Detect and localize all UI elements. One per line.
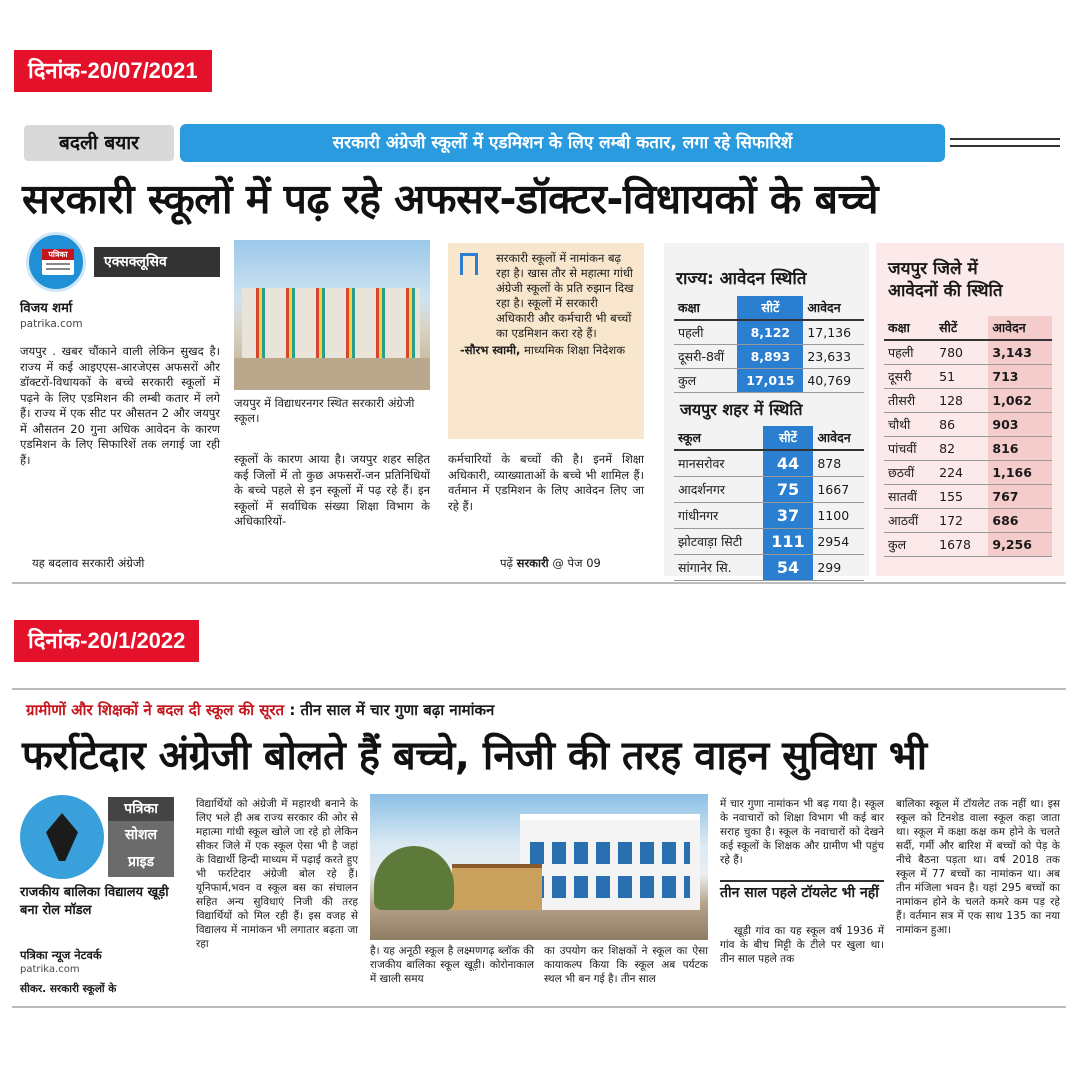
table-row [674,450,864,477]
table-cell: 128 [935,389,988,413]
district-title-line1: जयपुर जिले में [888,259,978,279]
school-photo-khudi [370,794,708,940]
source-site-2022: patrika.com [20,964,80,975]
table-cell: चौथी [884,413,935,437]
newspaper-icon [42,249,74,275]
state-table-title: राज्य: आवेदन स्थिति [676,269,807,289]
table-cell: 8,122 [737,320,803,345]
old-building [452,864,542,910]
table-cell: 155 [935,485,988,509]
kicker-2022 [26,700,494,720]
kicker-black: : तीन साल में चार गुणा बढ़ा नामांकन [289,701,495,719]
city-table-title: जयपुर शहर में स्थिति [680,400,803,419]
box-line2: सोशल [124,827,158,843]
school-building [242,288,420,358]
table-cell: सांगानेर सि. [674,555,763,581]
table-cell: 51 [935,365,988,389]
table-row [884,437,1052,461]
table-cell: 54 [763,555,814,581]
table-cell: 1678 [935,533,988,557]
table-row [884,461,1052,485]
logo-text: पत्रिका [42,249,74,260]
ground [234,358,430,390]
article2-col-4b: खूड़ी गांव का यह स्कूल वर्ष 1936 में गांव के बीच मिट्टी के टीले पर खुला था। तीन साल पहले तक [720,925,884,965]
table-cell: 903 [988,413,1052,437]
table-cell: 111 [763,529,814,555]
article-col-3: कर्मचारियों के बच्चों की है। इनमें शिक्षा अधिकारी, व्याख्याताओं के बच्चे भी शामिल हैं। वर्तमान में एडमिशन के लिए आवेदन लिए जा रहे हैं। [448,452,644,513]
table-cell: गांधीनगर [674,503,763,529]
article2-col-4: में चार गुणा नामांकन भी बढ़ गया है। स्कूल के नवाचारों को शिक्षा विभाग भी कई बार सराह चुका है। स्कूल के नवाचारों को देखने कई स्कूलों के शिक्षक और ग्रामीण भी पहुंच रहे हैं। [720,798,884,866]
table-cell: 767 [988,485,1052,509]
table-header-cell: कक्षा [884,316,935,340]
table-header-row [674,296,864,320]
pen-nib-icon [46,813,78,861]
article2-col-2: विद्यार्थियों को अंग्रेजी में महारथी बनाने के लिए भले ही अब राज्य सरकार की ओर से महात्मा गांधी स्कूल खोले जा रहे हो लेकिन सीकर जिले में एक स्कूल ऐसा भी है जहां के विद्यार्थी हिन्दी माध्यम में पढ़ाई करते हुए भी फर्राटेदार अंग्रेजी बोल रहे हैं। यूनिफार्म,भवन व स्कूल बस का संचालन सहित अन्य सुविधाएं निजी की तरह विद्यार्थियों को मिल रही हैं। इस वजह से विद्यालय में नामांकन भी लगातार बढ़ता जा रहा [196,798,358,950]
district-table-title [888,258,1003,302]
article2-col-3a: है। यह अनूठी स्कूल है लक्ष्मणगढ़ ब्लॉक की राजकीय बालिका स्कूल खूड़ी। कोरोनाकाल में खाली समय [370,945,534,985]
table-cell: 44 [763,450,814,477]
photo-caption: जयपुर में विद्याधरनगर स्थित सरकारी अंग्रेजी स्कूल। [234,396,415,425]
table-cell: 224 [935,461,988,485]
school-photo-jaipur [234,240,430,390]
table-cell: पहली [884,340,935,365]
table-cell: 23,633 [803,345,864,369]
table-row [674,503,864,529]
article2-col-3b: का उपयोग कर शिक्षकों ने स्कूल का ऐसा कायाकल्प किया कि स्कूल अब पर्यटक स्थल भी बन गई है। तीन साल [544,945,708,985]
table-cell: 17,015 [737,369,803,393]
table-row [884,485,1052,509]
box-line1: पत्रिका [108,797,174,821]
table-cell: दूसरी [884,365,935,389]
table-cell: 82 [935,437,988,461]
article2-col-5: बालिका स्कूल में टॉयलेट तक नहीं था। इस स्कूल को टिनशेड वाला स्कूल कहा जाता था। स्कूल में कक्षा कक्ष कम होने के चलते सर्दी, गर्मी और बारिश में बच्चों को पेड़ के नीचे बैठना पड़ता था। वर्ष 2018 तक स्कूल में 77 बच्चों का नामांकन था। अब तीन मंजिला भवन है। यहां 295 बच्चों का नामांकन होने के चलते कमरे कम पड़ रहे हैं। वर्तमान सत्र में एक साथ 135 का नया नामांकन हुआ। [896,798,1060,936]
table-row [884,509,1052,533]
table-cell: 713 [988,365,1052,389]
table-cell: 299 [813,555,864,581]
quote-author: -सौरभ स्वामी, [460,343,521,357]
district-table [884,316,1052,557]
table-cell: 2954 [813,529,864,555]
table-cell: झोटवाड़ा सिटी [674,529,763,555]
headline-2022: फर्राटेदार अंग्रेजी बोलते हैं बच्चे, निजी की तरह वाहन सुविधा भी [22,733,927,779]
table-cell: 172 [935,509,988,533]
table-row [674,345,864,369]
section-tag: बदली बयार [24,125,174,161]
state-table [674,296,864,393]
byline: विजय शर्मा [20,301,73,316]
table-cell: पहली [674,320,737,345]
table-header-row [884,316,1052,340]
table-row [884,365,1052,389]
table-row [674,477,864,503]
table-row [884,389,1052,413]
article-col-1: जयपुर . खबर चौंकाने वाली लेकिन सुखद है। राज्य में कई आइएएस-आरजेएस अफसरों और डॉक्टरों-विधायकों के बच्चे सरकारी स्कूलों में पढ़ने के लिए एडमिशन की लम्बी कतार में लगे हैं। राज्य में एक सीट पर औसतन 2 और जयपुर में औसतन 20 गुना अधिक आवेदन के कारण एडमिशन के लिए सिफारिशें तक लगाई जा रही हैं। [20,344,220,467]
table-row [674,529,864,555]
table-cell: 9,256 [988,533,1052,557]
table-header-row [674,426,864,450]
table-cell: 1,062 [988,389,1052,413]
table-cell: 686 [988,509,1052,533]
table-cell: छठवीं [884,461,935,485]
continued-word: सरकारी [516,556,549,570]
table-row [884,340,1052,365]
subhead-toilet: तीन साल पहले टॉयलेट भी नहीं [720,880,884,903]
city-table [674,426,864,581]
patrika-logo [26,232,86,292]
table-cell: आदर्शनगर [674,477,763,503]
table-cell: 37 [763,503,814,529]
table-header-cell: कक्षा [674,296,737,320]
table-cell: मानसरोवर [674,450,763,477]
source-site: patrika.com [20,318,83,330]
continued-pre: पढ़ें [500,556,514,570]
continued-note [500,556,601,571]
table-cell: 86 [935,413,988,437]
box-line3: प्राइड [128,854,154,870]
table-cell: 1100 [813,503,864,529]
article-col-1-cont: यह बदलाव सरकारी अंग्रेजी [32,556,145,570]
table-header-cell: आवेदन [813,426,864,450]
table-cell: 780 [935,340,988,365]
quote-text: सरकारी स्कूलों में नामांकन बढ़ रहा है। खास तौर से महात्मा गांधी अंग्रेजी स्कूलों के प्रति रुझान दिख रहा है। स्कूलों में सरकारी अधिकारी और कर्मचारी भी बच्चों का एडमिशन करा रहे हैं। [496,251,634,340]
table-cell: दूसरी-8वीं [674,345,737,369]
kicker-banner: सरकारी अंग्रेजी स्कूलों में एडमिशन के लिए लम्बी कतार, लगा रहे सिफारिशें [180,124,945,162]
trees [374,846,454,910]
school-title: राजकीय बालिका विद्यालय खूड़ी बना रोल मॉडल [20,885,169,918]
article-col-2: स्कूलों के कारण आया है। जयपुर शहर सहित कई जिलों में तो कुछ अफसरों-जन प्रतिनिधियों के बच्चे पहले से इन स्कूलों में पढ़ रहे हैं। इन स्कूलों में सर्वाधिक संख्या शिक्षा विभाग के अधिकारियों- [234,452,430,528]
table-header-cell: आवेदन [988,316,1052,340]
table-row [884,533,1052,557]
table-cell: 816 [988,437,1052,461]
quote-icon [460,253,478,275]
table-row [884,413,1052,437]
table-row [674,369,864,393]
pen-nib-logo [20,795,104,879]
table-row [674,320,864,345]
quote-role: माध्यमिक शिक्षा निदेशक [524,343,626,357]
table-cell: तीसरी [884,389,935,413]
table-cell: 3,143 [988,340,1052,365]
continued-page: @ पेज 09 [552,556,601,570]
exclusive-label: एक्सक्लूसिव [94,247,220,277]
table-header-cell: सीटें [935,316,988,340]
table-header-cell: आवेदन [803,296,864,320]
date-badge-2021: दिनांक-20/07/2021 [14,50,212,92]
date-badge-2022: दिनांक-20/1/2022 [14,620,199,662]
table-cell: आठवीं [884,509,935,533]
table-cell: 75 [763,477,814,503]
table-cell: 8,893 [737,345,803,369]
decorative-rule [950,138,1060,147]
headline-2021: सरकारी स्कूलों में पढ़ रहे अफसर-डॉक्टर-विधायकों के बच्चे [22,175,878,223]
kicker-red: ग्रामीणों और शिक्षकों ने बदल दी स्कूल की सूरत [26,701,285,719]
table-cell: कुल [884,533,935,557]
article2-col-1: सीकर. सरकारी स्कूलों के [20,983,117,995]
table-cell: 17,136 [803,320,864,345]
district-title-line2: आवेदनों की स्थिति [888,281,1003,301]
social-pride-box [108,797,174,877]
table-cell: पांचवीं [884,437,935,461]
table-cell: कुल [674,369,737,393]
table-header-cell: सीटें [763,426,814,450]
table-row [674,555,864,581]
school-building-khudi [520,814,700,910]
table-cell: 1667 [813,477,864,503]
table-cell: 878 [813,450,864,477]
byline-2022: पत्रिका न्यूज नेटवर्क [20,948,102,962]
table-cell: 1,166 [988,461,1052,485]
table-cell: 40,769 [803,369,864,393]
table-header-cell: स्कूल [674,426,763,450]
table-header-cell: सीटें [737,296,803,320]
table-cell: सातवीं [884,485,935,509]
quote-box [448,243,644,439]
